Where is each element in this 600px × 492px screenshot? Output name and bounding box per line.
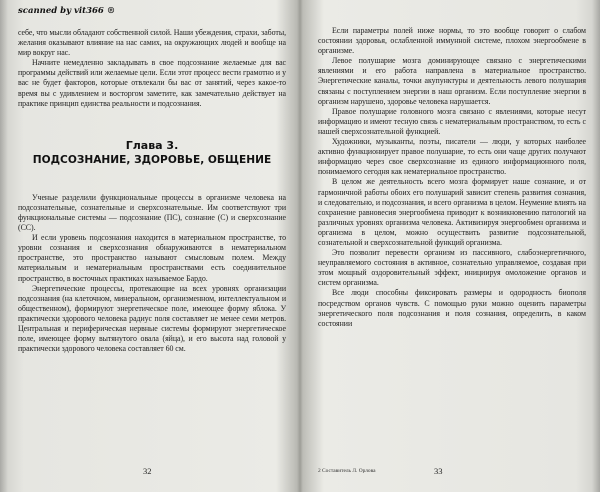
scanned-watermark: scanned by vit366 ® <box>18 6 116 16</box>
signature-note: 2 Составитель Л. Орлова <box>318 468 376 474</box>
paragraph: себе, что мысли обладают собственной силой. Наши убеждения, страхи, заботы, желания оказывают влияние на нас самих, на окружающих людей и вообще на мир вокруг нас. <box>18 28 286 58</box>
paragraph: Это позволит перевести организм из пассивного, слабоэнергетичного, неуправляемого состояния в активное, сознательно управляемое, создавая при этом мощный оздоровительный эффект, инициируя омоложение органов и систем организма. <box>318 248 586 288</box>
paragraph: Все люди способны фиксировать размеры и одородность биополя посредством органов чувств. С помощью руки можно оценить параметры энергетического поля подсознания и поля сознания, определить, в каком состоянии <box>318 288 586 328</box>
chapter-title: ПОДСОЗНАНИЕ, ЗДОРОВЬЕ, ОБЩЕНИЕ <box>32 153 272 166</box>
paragraph: И если уровень подсознания находится в материальном пространстве, то уровни сознания и сверхсознания обнаруживаются в нематериальном пространстве, это пространство называют смысловым полем. Между материальным и нематериальным пространствами есть соединительное пространство, в восточных практиках называемое Бардо. <box>18 233 286 283</box>
paragraph: Энергетические процессы, протекающие на всех уровнях организации подсознания (на клеточном, минеральном, организменном, интеллектуальном и общественном), формируют энергетическое поле, имеющее форму яблока. У практически здорового человека радиус поля составляет не менее семи метров. Центральная и периферическая нервные системы формируют энергетическое поле, имеющее форму вытянутого овала (яйца), и его высота над головой у практически здорового человека составляет 60 см. <box>18 283 286 354</box>
right-page <box>300 0 600 492</box>
paragraph: Начните немедленно закладывать в свое подсознание желаемые для вас программы действий или желаемые цели. Если этот процесс вести грамотно и у вас не будет факторов, которые отвлекали бы вас от занятий, через какое-то время вы с удивлением и восторгом заметите, как замечательно действует на практике принцип единства реальности и подсознания. <box>18 58 286 108</box>
page-number-right: 33 <box>434 466 443 476</box>
paragraph: Художники, музыканты, поэты, писатели — люди, у которых наиболее активно функционирует правое полушарие, то есть они чаще других получают информацию через свое сверхсознание из единого информационного поля, понимаемого сегодня как нематериальное пространство. <box>318 137 586 177</box>
paragraph: Если параметры полей ниже нормы, то это вообще говорит о слабом состоянии здоровья, ослабленной иммунной системе, плохом энергообмене в организме. <box>318 26 586 56</box>
paragraph: Правое полушарие головного мозга связано с явлениями, которые несут информацию и имеют тесную связь с нематериальным пространством, то есть с нашей сверхсознательной функцией. <box>318 106 586 136</box>
paragraph: Левое полушарие мозга доминирующее связано с энергетическими явлениями и его работа направлена в материальное пространство. Энергетические каналы, точки акупунктуры и деятельность левого полушария связаны с поступлением энергии в наш организм. Если поступление энергии в организм нарушено, здоровье человека нарушается. <box>318 56 586 106</box>
paragraph: Ученые разделили функциональные процессы в организме человека на подсознательные, сознательные и сверхсознательные. Им соответствуют три функциональные системы — подсознание (ПС), сознание (С) и сверхсознание (СС). <box>18 192 286 233</box>
page-number-left: 32 <box>143 466 152 476</box>
chapter-number: Глава 3. <box>125 138 179 152</box>
paragraph: В целом же деятельность всего мозга формирует наше сознание, и от гармоничной работы обоих его полушарий зависит степень развития сознания, и следовательно, и подсознания, и всего организма в целом. Неумение влиять на сохранение равновесия энергообмена приводит к возникновению патологий на различных уровнях организма человека. Активизируя энергообмен организма и организма в целом, можно осуществить развитие подсознательной, сознательной и сверхсознательной функций организма. <box>318 177 586 247</box>
